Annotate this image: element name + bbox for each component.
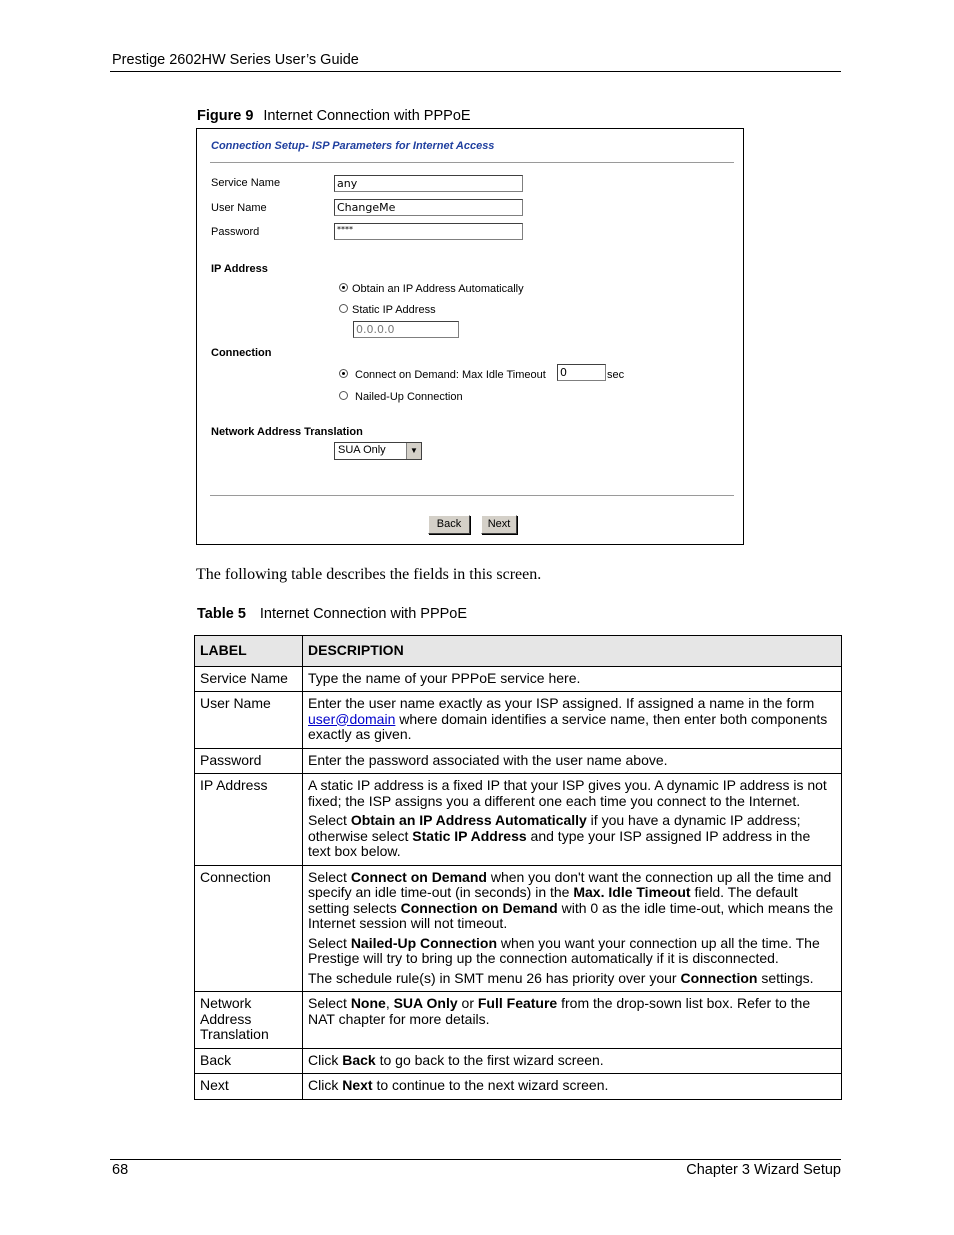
user-domain-link[interactable]: user@domain bbox=[308, 710, 396, 727]
table-row bbox=[195, 666, 842, 692]
table-row bbox=[195, 774, 842, 866]
row-label: Password bbox=[195, 748, 303, 774]
row-description: A static IP address is a fixed IP that your ISP gives you. A dynamic IP address is not fixed; the ISP assigns you a different one each time you connect to the Internet. Select Obtain an IP Address Automatically if you have a dynamic IP address; otherwise select Static IP Address and type your ISP assigned IP address in the text box below. bbox=[303, 774, 842, 866]
static-ip-input[interactable]: 0.0.0.0 bbox=[353, 321, 459, 338]
running-header: Prestige 2602HW Series User’s Guide bbox=[112, 52, 359, 68]
header-rule bbox=[110, 71, 841, 72]
top-separator bbox=[210, 162, 734, 164]
table-title: Internet Connection with PPPoE bbox=[259, 606, 468, 622]
footer-rule bbox=[110, 1159, 841, 1160]
row-description: Enter the user name exactly as your ISP assigned. If assigned a name in the form user@domain where domain identifies a service name, then enter both components exactly as given. bbox=[303, 692, 842, 749]
row-label: Next bbox=[195, 1074, 303, 1100]
nat-section: Network Address Translation bbox=[211, 426, 363, 438]
screen-title: Connection Setup- ISP Parameters for Internet Access bbox=[211, 140, 495, 152]
idle-timeout-unit: sec bbox=[607, 369, 625, 381]
nat-selected-value: SUA Only bbox=[338, 444, 386, 456]
field-description-table bbox=[194, 635, 842, 1100]
table-caption bbox=[197, 606, 467, 622]
ip-address-section: IP Address bbox=[211, 263, 268, 275]
row-description: Select None, SUA Only or Full Feature from the drop-sown list box. Refer to the NAT chapter for more details. bbox=[303, 992, 842, 1049]
nailed-up-radio[interactable] bbox=[339, 391, 348, 400]
next-button[interactable]: Next bbox=[481, 515, 517, 534]
row-label: Service Name bbox=[195, 666, 303, 692]
connection-section: Connection bbox=[211, 347, 272, 359]
connect-on-demand-radio[interactable] bbox=[339, 369, 348, 378]
row-description: Click Back to go back to the first wizard screen. bbox=[303, 1048, 842, 1074]
ip-static-radio[interactable] bbox=[339, 304, 348, 313]
row-description: Click Next to continue to the next wizard screen. bbox=[303, 1074, 842, 1100]
ip-static-label: Static IP Address bbox=[352, 304, 436, 316]
dropdown-arrow-icon[interactable]: ▼ bbox=[406, 443, 421, 459]
chapter-title: Chapter 3 Wizard Setup bbox=[686, 1162, 841, 1178]
nailed-up-label: Nailed-Up Connection bbox=[355, 391, 463, 403]
password-input[interactable]: **** bbox=[334, 223, 523, 240]
row-label: IP Address bbox=[195, 774, 303, 866]
table-row bbox=[195, 748, 842, 774]
table-header-row bbox=[195, 636, 842, 667]
table-row bbox=[195, 865, 842, 992]
bottom-separator bbox=[210, 495, 734, 497]
idle-timeout-input[interactable]: 0 bbox=[557, 364, 606, 381]
service-name-label: Service Name bbox=[211, 177, 281, 189]
row-description: Enter the password associated with the user name above. bbox=[303, 748, 842, 774]
table-row bbox=[195, 1048, 842, 1074]
page-number: 68 bbox=[112, 1162, 129, 1178]
back-button[interactable]: Back bbox=[428, 515, 470, 534]
row-label: Network Address Translation bbox=[195, 992, 303, 1049]
row-description: Type the name of your PPPoE service here. bbox=[303, 666, 842, 692]
row-label: Back bbox=[195, 1048, 303, 1074]
row-label: Connection bbox=[195, 865, 303, 992]
table-row bbox=[195, 1074, 842, 1100]
user-name-label: User Name bbox=[211, 202, 267, 214]
row-label: User Name bbox=[195, 692, 303, 749]
header-label: LABEL bbox=[195, 636, 303, 667]
service-name-input[interactable]: any bbox=[334, 175, 523, 192]
figure-title: Internet Connection with PPPoE bbox=[263, 108, 471, 124]
nat-select[interactable] bbox=[334, 442, 422, 460]
figure-number: Figure 9 bbox=[197, 108, 254, 124]
table-row bbox=[195, 692, 842, 749]
user-name-input[interactable]: ChangeMe bbox=[334, 199, 523, 216]
table-row bbox=[195, 992, 842, 1049]
figure-screenshot bbox=[196, 128, 744, 545]
password-label: Password bbox=[211, 226, 260, 238]
figure-caption bbox=[197, 108, 471, 124]
ip-auto-radio[interactable] bbox=[339, 283, 348, 292]
connect-on-demand-label: Connect on Demand: Max Idle Timeout bbox=[355, 369, 546, 381]
header-description: DESCRIPTION bbox=[303, 636, 842, 667]
row-description: Select Connect on Demand when you don't want the connection up all the time and specify an idle time-out (in seconds) in the Max. Idle Timeout field. The default setting selects Connection on Demand with 0 as the idle time-out, which means the Internet session will not timeout. Select Nailed-Up Connection when you want your connection up all the time. The Prestige will try to bring up the connection automatically if it is disconnected. The schedule rule(s) in SMT menu 26 has priority over your Connection settings. bbox=[303, 865, 842, 992]
intro-text: The following table describes the fields in this screen. bbox=[196, 566, 542, 583]
ip-auto-label: Obtain an IP Address Automatically bbox=[352, 283, 524, 295]
table-number: Table 5 bbox=[197, 606, 246, 622]
